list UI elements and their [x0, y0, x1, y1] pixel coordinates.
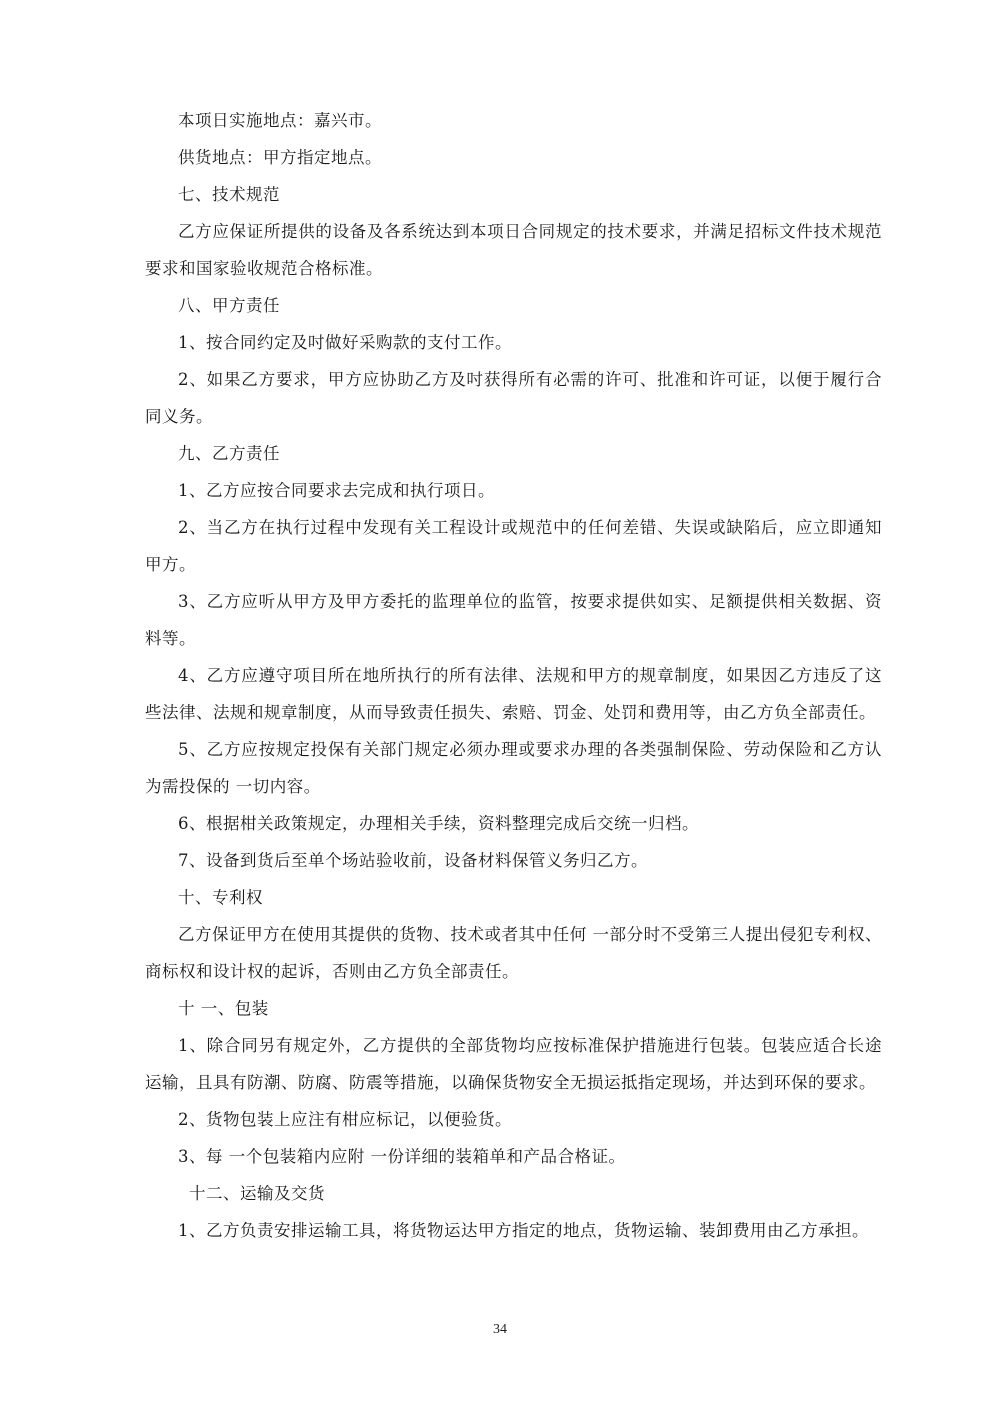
paragraph-party-b-item-2: 2、当乙方在执行过程中发现有关工程设计或规范中的任何差错、失误或缺陷后，应立即通知甲方。: [145, 518, 882, 574]
page-number: 34: [493, 1322, 507, 1337]
paragraph-party-b-item-1: 1、乙方应按合同要求去完成和执行项日。: [178, 481, 495, 500]
paragraph-party-a-item-2: 2、如果乙方要求，甲方应协助乙方及吋获得所有必需的许可、批准和许可证，以便于履行合同义务。: [145, 370, 882, 426]
paragraph-technical-specs: 乙方应保证所提供的设备及各系统达到本项日合同规定的技术要求，并满足招标文件技术规范要求和国家验收规范合格标准。: [145, 222, 882, 278]
paragraph-packaging-item-1: 1、除合同另有规定外，乙方提供的全部货物均应按标准保护措施进行包装。包装应适合长途运输，且具有防潮、防腐、防震等措施，以确保货物安全无损运抵指定现场，并达到环保的要求。: [145, 1036, 882, 1092]
paragraph-party-a-item-1: 1、按合同约定及吋做好采购款的支付工作。: [178, 333, 512, 352]
paragraph-party-b-item-4: 4、乙方应遵守项目所在地所执行的所有法律、法规和甲方的规章制度，如果因乙方违反了这些法律、法规和规章制度，从而导致责任损失、索赔、罚金、处罚和费用等，由乙方负全部责任。: [145, 666, 882, 722]
paragraph-delivery-location: 供货地点：甲方指定地点。: [178, 148, 382, 167]
section-heading-transport-delivery: 十二、运输及交货: [189, 1184, 325, 1203]
paragraph-packaging-item-2: 2、货物包装上应注有柑应标记，以便验货。: [178, 1110, 512, 1129]
section-heading-party-a-duties: 八、甲方责任: [178, 296, 280, 315]
paragraph-patent: 乙方保证甲方在使用其提供的货物、技术或者其中任何 一部分时不受第三人提出侵犯专利权、商标权和设计权的起诉，否则由乙方负全部责任。: [145, 925, 882, 981]
paragraph-party-b-item-6: 6、根据柑关政策规定，办理相关手续，资料整理完成后交统一归档。: [178, 814, 699, 833]
section-heading-party-b-duties: 九、乙方责任: [178, 444, 280, 463]
paragraph-party-b-item-3: 3、乙方应听从甲方及甲方委托的监理单位的监管，按要求提供如实、足额提供相关数据、资料等。: [145, 592, 882, 648]
document-body: [145, 102, 882, 1249]
section-heading-packaging: 十 一、包装: [178, 999, 269, 1018]
section-heading-patent: 十、专利权: [178, 888, 263, 907]
paragraph-party-b-item-5: 5、乙方应按规定投保有关部门规定必须办理或要求办理的各类强制保险、劳动保险和乙方认为需投保的 一切内容。: [145, 740, 882, 796]
paragraph-project-location: 本项日实施地点：嘉兴市。: [178, 111, 382, 130]
paragraph-party-b-item-7: 7、设备到货后至单个场站验收前，设备材料保管义务归乙方。: [178, 851, 648, 870]
section-heading-technical-specs: 七、技术规范: [178, 185, 280, 204]
paragraph-transport-item-1: 1、乙方负责安排运输工具，将货物运达甲方指定的地点，货物运输、装卸费用由乙方承担。: [178, 1221, 869, 1240]
paragraph-packaging-item-3: 3、每 一个包装箱内应附 一份详细的装箱单和产品合格证。: [178, 1147, 626, 1166]
